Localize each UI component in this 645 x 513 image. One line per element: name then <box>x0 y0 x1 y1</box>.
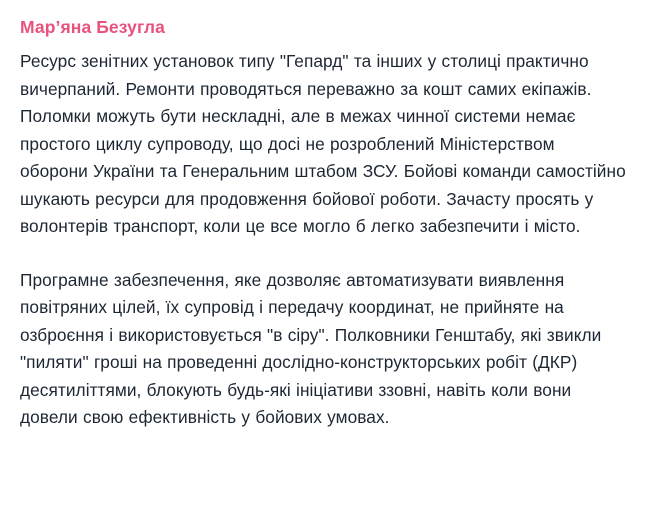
message-body <box>20 48 627 432</box>
message-paragraph: Ресурс зенітних установок типу "Гепард" та інших у столиці практично вичерпаний. Ремонти проводяться переважно за кошт самих екіпажів. Поломки можуть бути нескладні, але в межах чинної системи немає простого циклу супроводу, що досі не розроблений Міністерством оборони України та Генеральним штабом ЗСУ. Бойові команди самостійно шукають ресурси для продовження бойової роботи. Зачасту просять у волонтерів транспорт, коли це все могло б легко забезпечити і місто. <box>20 51 626 236</box>
message-paragraph: Програмне забезпечення, яке дозволяє автоматизувати виявлення повітряних цілей, їх супровід і передачу координат, не прийняте на озброєння і використовується "в сіру". Полковники Генштабу, які звикли "пиляти" гроші на проведенні дослідно-конструкторських робіт (ДКР) десятиліттями, блокують будь-які ініціативи ззовні, навіть коли вони довели свою ефективність у бойових умовах. <box>20 269 602 427</box>
message-author: Мар’яна Безугла <box>20 17 165 37</box>
